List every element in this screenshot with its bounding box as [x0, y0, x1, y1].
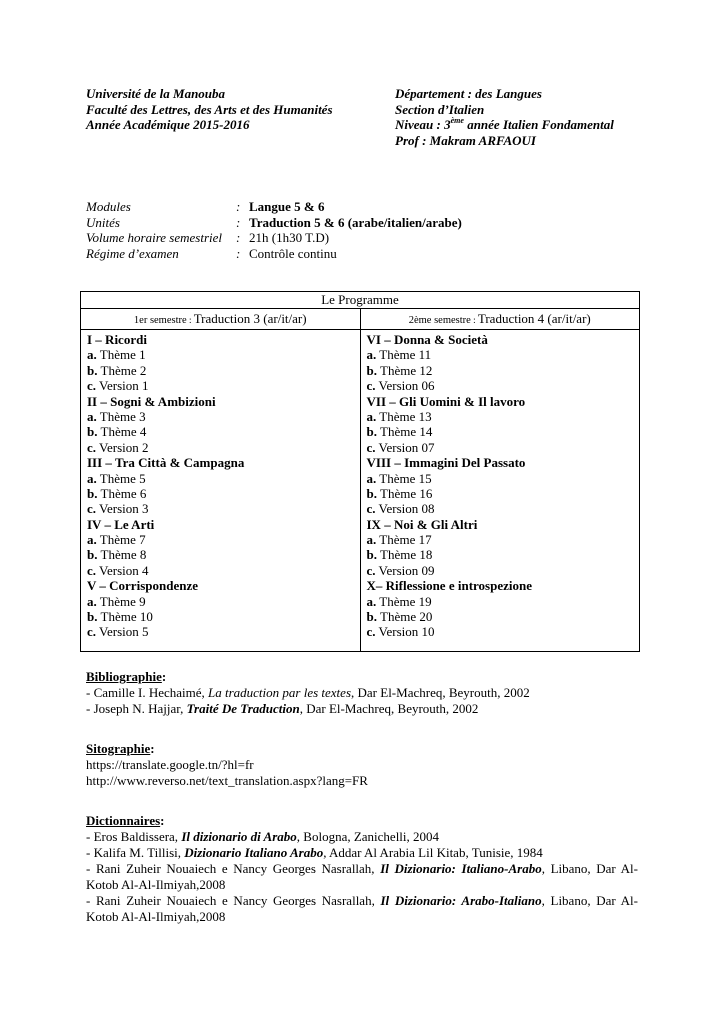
bibliography-entry	[86, 701, 530, 717]
unit-item	[87, 501, 360, 516]
programme-table	[80, 291, 640, 652]
sitography-colon: :	[150, 741, 155, 756]
entry-work: La traduction par les textes	[208, 685, 352, 700]
dictionary-entry	[86, 893, 638, 925]
item-label: Thème 1	[96, 347, 146, 363]
entry-author: - Camille I. Hechaimé,	[86, 685, 209, 700]
unit-item	[87, 609, 360, 624]
unit-item	[367, 440, 640, 455]
sitography-title: Sitographie	[86, 741, 151, 756]
unit-item	[87, 378, 360, 393]
item-label: Thème 9	[96, 593, 146, 609]
item-letter: c.	[87, 562, 97, 578]
entry-publisher: , Addar Al Arabia Lil Kitab, Tunisie, 1984	[323, 845, 543, 860]
university-name: Université de la Manouba	[86, 86, 226, 101]
item-letter: b.	[366, 485, 377, 501]
semester-1-units	[81, 330, 360, 652]
entry-publisher: , Libano, Dar Al-Kotob Al-Al-Ilmiyah,2008	[86, 893, 639, 924]
item-letter: c.	[366, 624, 376, 640]
dictionary-entry	[86, 861, 638, 893]
semester-2-course: Traduction 4 (ar/it/ar)	[477, 311, 591, 326]
item-label: Thème 17	[376, 532, 432, 548]
semester-1-course: Traduction 3 (ar/it/ar)	[193, 311, 307, 326]
entry-publisher: , Dar El-Machreq, Beyrouth, 2002	[299, 701, 479, 716]
meta-value: Contrôle continu	[249, 245, 337, 261]
item-label: Thème 6	[97, 485, 147, 501]
bibliography-title: Bibliographie	[86, 669, 162, 684]
sitography-link: https://translate.google.tn/?hl=fr	[86, 757, 254, 772]
item-label: Thème 12	[376, 362, 433, 378]
unit-item	[367, 486, 640, 501]
semester-header-row	[81, 309, 639, 330]
unit-item	[367, 563, 640, 578]
item-label: Thème 16	[376, 485, 433, 501]
item-letter: b.	[366, 362, 377, 378]
unit-item	[87, 547, 360, 562]
item-letter: c.	[366, 562, 376, 578]
item-label: Version 07	[375, 439, 435, 455]
item-letter: b.	[366, 609, 377, 625]
unit-item	[367, 594, 640, 609]
entry-author: - Rani Zuheir Nouaiech e Nancy Georges Nasrallah,	[86, 861, 381, 876]
item-letter: c.	[366, 439, 376, 455]
unit-item	[87, 440, 360, 455]
department: Département : des Langues	[395, 86, 542, 101]
sitography-section	[86, 741, 368, 789]
unit-item	[367, 624, 640, 639]
item-letter: b.	[87, 485, 98, 501]
unit-item	[367, 424, 640, 439]
item-letter: a.	[366, 408, 377, 424]
unit-item	[367, 501, 640, 516]
item-letter: c.	[366, 501, 376, 517]
dictionary-entry	[86, 845, 638, 861]
item-label: Thème 3	[96, 408, 146, 424]
bibliography-colon: :	[161, 669, 167, 684]
sitography-list	[86, 757, 368, 789]
item-letter: c.	[87, 624, 97, 640]
item-label: Version 1	[96, 378, 149, 394]
sitography-heading	[86, 741, 368, 757]
dictionaries-heading	[86, 813, 638, 829]
item-label: Thème 4	[97, 424, 147, 440]
item-letter: a.	[366, 532, 377, 548]
bibliography-list	[86, 685, 530, 717]
dictionaries-section	[86, 813, 638, 925]
academic-year: Année Académique 2015-2016	[86, 117, 250, 132]
unit-item	[367, 378, 640, 393]
entry-author: - Joseph N. Hajjar,	[86, 701, 187, 716]
dictionaries-title: Dictionnaires	[86, 813, 161, 828]
meta-colon: :	[236, 199, 241, 214]
entry-publisher: , Dar El-Machreq, Beyrouth, 2002	[351, 685, 530, 700]
item-letter: a.	[87, 593, 97, 609]
dictionary-entry	[86, 829, 638, 845]
entry-work: Il Dizionario: Italiano-Arabo	[380, 861, 542, 876]
meta-value: Langue 5 & 6	[249, 199, 325, 214]
item-letter: a.	[87, 470, 97, 486]
item-letter: a.	[87, 532, 97, 548]
entry-publisher: , Bologna, Zanichelli, 2004	[296, 829, 440, 844]
item-label: Version 06	[375, 378, 435, 394]
semester-2-header	[360, 309, 640, 329]
course-info	[86, 199, 462, 261]
item-label: Thème 11	[376, 347, 432, 363]
unit-item	[367, 609, 640, 624]
unit-title: VII – Gli Uomini & Il lavoro	[366, 393, 526, 409]
unit-item	[87, 532, 360, 547]
unit-item	[87, 409, 360, 424]
sitography-link: http://www.reverso.net/text_translation.aspx?lang=FR	[86, 773, 368, 788]
item-letter: a.	[366, 593, 377, 609]
semester-2-units	[360, 330, 640, 652]
semester-1-header	[81, 309, 360, 329]
meta-label: Modules	[86, 199, 131, 214]
item-label: Thème 15	[376, 470, 432, 486]
entry-author: - Kalifa M. Tillisi,	[86, 845, 185, 860]
meta-colon: :	[236, 245, 241, 261]
semester-1-separator: :	[186, 315, 194, 325]
professor: Prof : Makram ARFAOUI	[395, 132, 536, 148]
unit-title: VIII – Immagini Del Passato	[366, 455, 526, 471]
header-institution	[86, 86, 333, 133]
entry-author: - Eros Baldissera,	[86, 829, 182, 844]
entry-publisher: , Libano, Dar Al-Kotob Al-Al-Ilmiyah,2008	[86, 861, 638, 892]
item-label: Version 4	[96, 562, 149, 578]
unit-item	[367, 471, 640, 486]
unit-title: III – Tra Città & Campagna	[87, 455, 245, 471]
entry-author: - Rani Zuheir Nouaiech e Nancy Georges Nasrallah,	[86, 893, 381, 908]
unit-item	[87, 563, 360, 578]
dictionaries-colon: :	[160, 813, 165, 828]
unit-title: VI – Donna & Società	[366, 332, 488, 347]
item-letter: b.	[366, 547, 377, 563]
entry-work: Il Dizionario: Arabo-Italiano	[380, 893, 542, 908]
section: Section d’Italien	[395, 101, 485, 117]
header-course	[395, 86, 614, 148]
semester-2-label: 2ème semestre	[408, 315, 471, 326]
unit-item	[367, 547, 640, 562]
item-label: Thème 20	[376, 609, 433, 625]
entry-work: Il dizionario di Arabo	[181, 829, 297, 844]
entry-work: Traité De Traduction	[186, 701, 300, 716]
unit-item	[367, 532, 640, 547]
item-label: Thème 18	[376, 547, 433, 563]
item-letter: c.	[87, 501, 97, 517]
meta-row	[86, 215, 462, 231]
meta-row	[86, 246, 462, 262]
item-letter: b.	[366, 424, 377, 440]
semester-1-label: 1er semestre	[133, 315, 187, 326]
unit-item	[367, 409, 640, 424]
meta-row	[86, 230, 462, 246]
level-superscript: ème	[450, 115, 464, 125]
item-label: Thème 7	[96, 532, 146, 548]
item-letter: c.	[87, 378, 97, 394]
unit-item	[367, 363, 640, 378]
item-label: Version 2	[96, 439, 149, 455]
item-label: Version 09	[375, 562, 435, 578]
item-letter: b.	[87, 424, 98, 440]
item-label: Thème 5	[96, 470, 146, 486]
item-label: Thème 19	[376, 593, 432, 609]
dictionaries-list	[86, 829, 638, 925]
meta-value: Traduction 5 & 6 (arabe/italien/arabe)	[249, 214, 462, 230]
item-letter: b.	[87, 547, 98, 563]
unit-item	[87, 486, 360, 501]
item-label: Thème 8	[97, 547, 147, 563]
item-label: Version 3	[96, 501, 149, 517]
bibliography-section	[86, 669, 530, 717]
entry-work: Dizionario Italiano Arabo	[184, 845, 324, 860]
level-prefix: Niveau : 3	[395, 117, 451, 132]
meta-label: Régime d’examen	[86, 245, 179, 261]
item-label: Version 5	[96, 624, 149, 640]
unit-item	[87, 471, 360, 486]
unit-item	[87, 594, 360, 609]
programme-columns	[81, 330, 639, 652]
item-label: Thème 10	[97, 609, 153, 625]
meta-colon: :	[236, 230, 241, 245]
bibliography-heading	[86, 669, 530, 685]
meta-label: Volume horaire semestriel	[86, 230, 222, 245]
meta-row	[86, 199, 462, 215]
unit-item	[87, 363, 360, 378]
unit-item	[87, 424, 360, 439]
bibliography-entry	[86, 685, 530, 701]
item-letter: a.	[87, 347, 97, 363]
item-letter: b.	[87, 362, 98, 378]
faculty-name: Faculté des Lettres, des Arts et des Humanités	[86, 101, 333, 117]
item-label: Version 10	[375, 624, 435, 640]
item-label: Thème 14	[376, 424, 433, 440]
item-letter: a.	[366, 347, 377, 363]
item-letter: c.	[366, 378, 376, 394]
unit-title: V – Corrispondenze	[87, 578, 198, 594]
item-letter: b.	[87, 609, 98, 625]
meta-label: Unités	[86, 214, 120, 230]
unit-title: X– Riflessione e introspezione	[366, 578, 532, 594]
unit-title: IV – Le Arti	[87, 516, 155, 532]
item-label: Version 08	[375, 501, 435, 517]
unit-title: IX – Noi & Gli Altri	[366, 516, 478, 532]
level	[395, 117, 614, 133]
meta-value: 21h (1h30 T.D)	[249, 230, 330, 245]
unit-item	[367, 347, 640, 362]
unit-item	[87, 347, 360, 362]
unit-title: II – Sogni & Ambizioni	[87, 393, 216, 409]
unit-title: I – Ricordi	[87, 332, 147, 347]
meta-colon: :	[236, 214, 241, 230]
semester-2-separator: :	[470, 315, 478, 325]
programme-title: Le Programme	[81, 292, 639, 309]
item-label: Thème 2	[97, 362, 147, 378]
level-suffix: année Italien Fondamental	[463, 117, 614, 132]
item-letter: c.	[87, 439, 97, 455]
item-letter: a.	[366, 470, 377, 486]
item-label: Thème 13	[376, 408, 432, 424]
unit-item	[87, 624, 360, 639]
item-letter: a.	[87, 408, 97, 424]
